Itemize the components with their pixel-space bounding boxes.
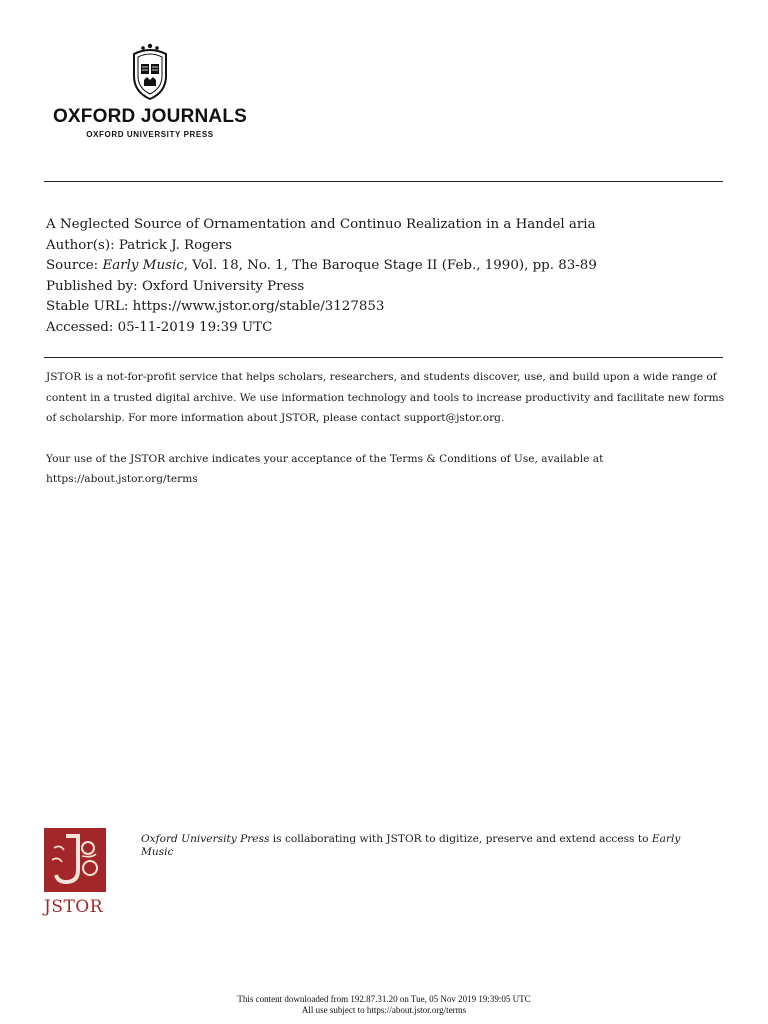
- accessed-date: 05-11-2019 19:39 UTC: [117, 319, 273, 335]
- collab-text: is collaborating with JSTOR to digitize, preserve and extend access to: [269, 833, 652, 845]
- stable-url-row: [46, 297, 726, 318]
- logo-subtitle: OXFORD UNIVERSITY PRESS: [86, 130, 214, 139]
- source-row: [46, 256, 726, 277]
- publisher-row: [46, 277, 726, 298]
- logo-title: OXFORD JOURNALS: [52, 106, 248, 127]
- source-journal: Early Music: [102, 258, 184, 274]
- author-label: Author(s):: [46, 237, 115, 253]
- publisher-name: Oxford University Press: [141, 278, 305, 294]
- notice-paragraph-about: JSTOR is a not-for-profit service that helps scholars, researchers, and students discover, use, and build upon a wide range of content in a trusted digital archive. We use information technology and tools to increase productivity and facilitate new forms of scholarship. For more information about JSTOR, please contact support@jstor.org.: [46, 371, 725, 425]
- divider-top: [44, 181, 723, 182]
- divider-middle: [44, 357, 723, 358]
- notice-paragraph-terms: Your use of the JSTOR archive indicates your acceptance of the Terms & Conditions of Use, available at https://about.jstor.org/terms: [46, 452, 604, 486]
- collab-publisher: Oxford University Press: [141, 833, 270, 845]
- author-row: [46, 236, 726, 257]
- collab-journal: Early Music: [141, 833, 681, 858]
- author-name: Patrick J. Rogers: [118, 237, 232, 253]
- download-footer: [0, 994, 768, 1016]
- footer-download-line: This content downloaded from 192.87.31.20 on Tue, 05 Nov 2019 19:39:05 UTC: [237, 994, 531, 1004]
- accessed-label: Accessed:: [46, 319, 114, 335]
- collaboration-statement: [141, 833, 701, 859]
- article-title: A Neglected Source of Ornamentation and Continuo Realization in a Handel aria: [46, 217, 596, 232]
- jstor-wordmark: JSTOR: [44, 897, 104, 917]
- stable-url-link[interactable]: https://www.jstor.org/stable/3127853: [132, 299, 385, 315]
- jstor-logo: [44, 828, 108, 917]
- article-metadata: [46, 215, 726, 339]
- jstor-notice: [46, 367, 726, 510]
- source-details: , Vol. 18, No. 1, The Baroque Stage II (Feb., 1990), pp. 83-89: [183, 258, 597, 274]
- oxford-journals-logo: [44, 42, 256, 139]
- oxford-crest-icon: [126, 42, 174, 102]
- accessed-row: [46, 318, 726, 339]
- publisher-label: Published by:: [46, 278, 138, 294]
- source-label: Source:: [46, 258, 99, 274]
- stable-url-label: Stable URL:: [46, 299, 129, 315]
- jstor-emblem-icon: [44, 828, 106, 892]
- footer-terms-line: All use subject to https://about.jstor.org/terms: [301, 1005, 467, 1015]
